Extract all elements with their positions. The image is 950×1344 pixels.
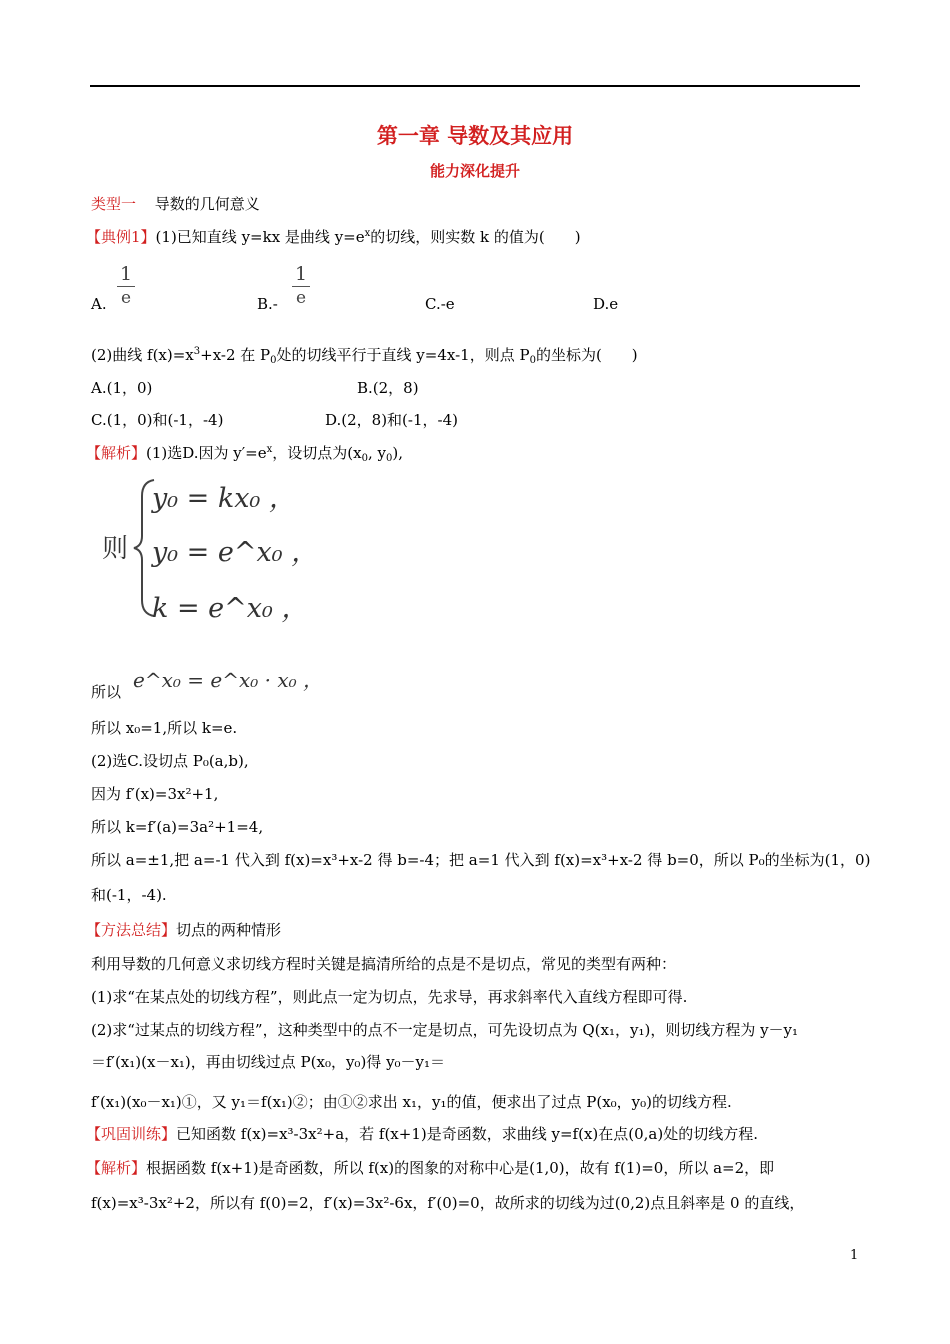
q2-sub2: 0 (529, 355, 536, 366)
system-eq-1: y₀ = kx₀ ， (152, 483, 296, 514)
drill-tag: 【巩固训练】 (86, 1125, 177, 1143)
option-d: D.e (593, 295, 619, 313)
type-heading (91, 194, 260, 214)
page-number: 1 (850, 1248, 859, 1263)
option-a-numerator: 1 (117, 262, 135, 287)
solution-line-2: 所以 x₀=1,所以 k=e. (91, 719, 238, 737)
example-q1-text: (1)已知直线 y=kx 是曲线 y=e (155, 228, 365, 246)
q2-option-c: C.(1，0)和(-1，-4) (91, 411, 224, 429)
solution-s1-sub2: 0 (385, 453, 393, 464)
example-q1-end: 的切线，则实数 k 的值为( ) (370, 228, 581, 246)
method-p4: ＝f′(x₁)(x－x₁)，再由切线过点 P(x₀，y₀)得 y₀－y₁＝ (91, 1053, 446, 1071)
q2-option-b: B.(2，8) (357, 379, 419, 397)
solution-tag: 【解析】 (86, 444, 147, 462)
option-c: C.-e (425, 295, 455, 313)
option-b-numerator: 1 (292, 262, 310, 287)
q2-option-d: D.(2，8)和(-1，-4) (325, 411, 458, 429)
solution-line-3: (2)选C.设切点 P₀(a,b), (91, 752, 249, 770)
q2-part-b: +x-2 在 P (200, 346, 271, 364)
example-q1 (86, 227, 581, 247)
drill-solution-line-1 (86, 1158, 774, 1178)
q2-part-a: (2)曲线 f(x)=x (91, 346, 194, 364)
q2-sup: 3 (193, 346, 201, 357)
solution-s1-sup: x (266, 444, 273, 455)
method-p2: (1)求“在某点处的切线方程”，则此点一定为切点，先求导，再求斜率代入直线方程即可得. (91, 988, 688, 1006)
section-subtitle: 能力深化提升 (429, 162, 520, 180)
q2-sub: 0 (270, 355, 277, 366)
solution-s1: (1)选D.因为 y′=e (146, 444, 267, 462)
option-a: A. (91, 295, 107, 313)
drill-line (86, 1124, 758, 1144)
so-equation: e^x₀ = e^x₀ · x₀ ， (133, 668, 323, 692)
option-a-fraction (117, 262, 135, 309)
solution-s1-b: ，设切点为(x (272, 444, 362, 462)
system-eq-3: k = e^x₀ ， (152, 593, 309, 624)
type-text: 导数的几何意义 (154, 195, 260, 213)
so-prefix: 所以 (91, 683, 122, 701)
header-rule (90, 85, 860, 87)
q2-part-d: 的坐标为( ) (535, 346, 638, 364)
example-q1-sup: x (364, 228, 371, 239)
method-tag: 【方法总结】 (86, 921, 177, 939)
option-b-fraction (292, 262, 310, 309)
q2-part-c: 处的切线平行于直线 y=4x-1，则点 P (276, 346, 530, 364)
solution-s1-c: , y (367, 444, 386, 462)
solution-s1-sub1: 0 (361, 453, 368, 464)
method-title: 切点的两种情形 (176, 921, 282, 939)
drill-solution-l1: 根据函数 f(x+1)是奇函数，所以 f(x)的图象的对称中心是(1,0)，故有 f(1)=0，所以 a=2，即 (146, 1159, 775, 1177)
example-tag: 【典例1】 (86, 228, 156, 246)
drill-text: 已知函数 f(x)=x³-3x²+a，若 f(x+1)是奇函数，求曲线 y=f(x)在点(0,a)处的切线方程. (176, 1125, 758, 1143)
system-prefix: 则 (102, 534, 129, 564)
q2-option-a: A.(1，0) (91, 379, 153, 397)
option-b: B.- (257, 295, 278, 313)
type-label: 类型一 (91, 195, 137, 213)
option-b-denominator: e (296, 288, 307, 308)
solution-line-4: 因为 f′(x)=3x²+1, (91, 785, 219, 803)
solution-s1-d: ), (392, 444, 403, 462)
method-heading (86, 920, 281, 940)
option-a-denominator: e (121, 288, 132, 308)
method-p5: f′(x₁)(x₀－x₁)①，又 y₁＝f(x₁)②；由①②求出 x₁，y₁的值，便求出了过点 P(x₀，y₀)的切线方程. (91, 1093, 732, 1111)
method-p3: (2)求“过某点的切线方程”，这种类型中的点不一定是切点，可先设切点为 Q(x₁，y₁)，则切线方程为 y－y₁ (91, 1021, 799, 1039)
drill-solution-line-2: f(x)=x³-3x²+2，所以有 f(0)=2，f′(x)=3x²-6x，f′(0)=0，故所求的切线为过(0,2)点且斜率是 0 的直线， (91, 1194, 805, 1212)
solution-line-5: 所以 k=f′(a)=3a²+1=4, (91, 818, 264, 836)
chapter-title: 第一章 导数及其应用 (376, 124, 574, 148)
solution-line-6: 所以 a=±1,把 a=-1 代入到 f(x)=x³+x-2 得 b=-4；把 a=1 代入到 f(x)=x³+x-2 得 b=0，所以 P₀的坐标为(1，0) (91, 851, 871, 869)
example-q2 (91, 345, 638, 365)
solution-line-1 (86, 443, 403, 463)
solution-line-7: 和(-1，-4). (91, 886, 167, 904)
drill-solution-tag: 【解析】 (86, 1159, 147, 1177)
method-p1: 利用导数的几何意义求切线方程时关键是搞清所给的点是不是切点，常见的类型有两种： (91, 955, 677, 973)
system-eq-2: y₀ = e^x₀ ， (152, 537, 319, 568)
